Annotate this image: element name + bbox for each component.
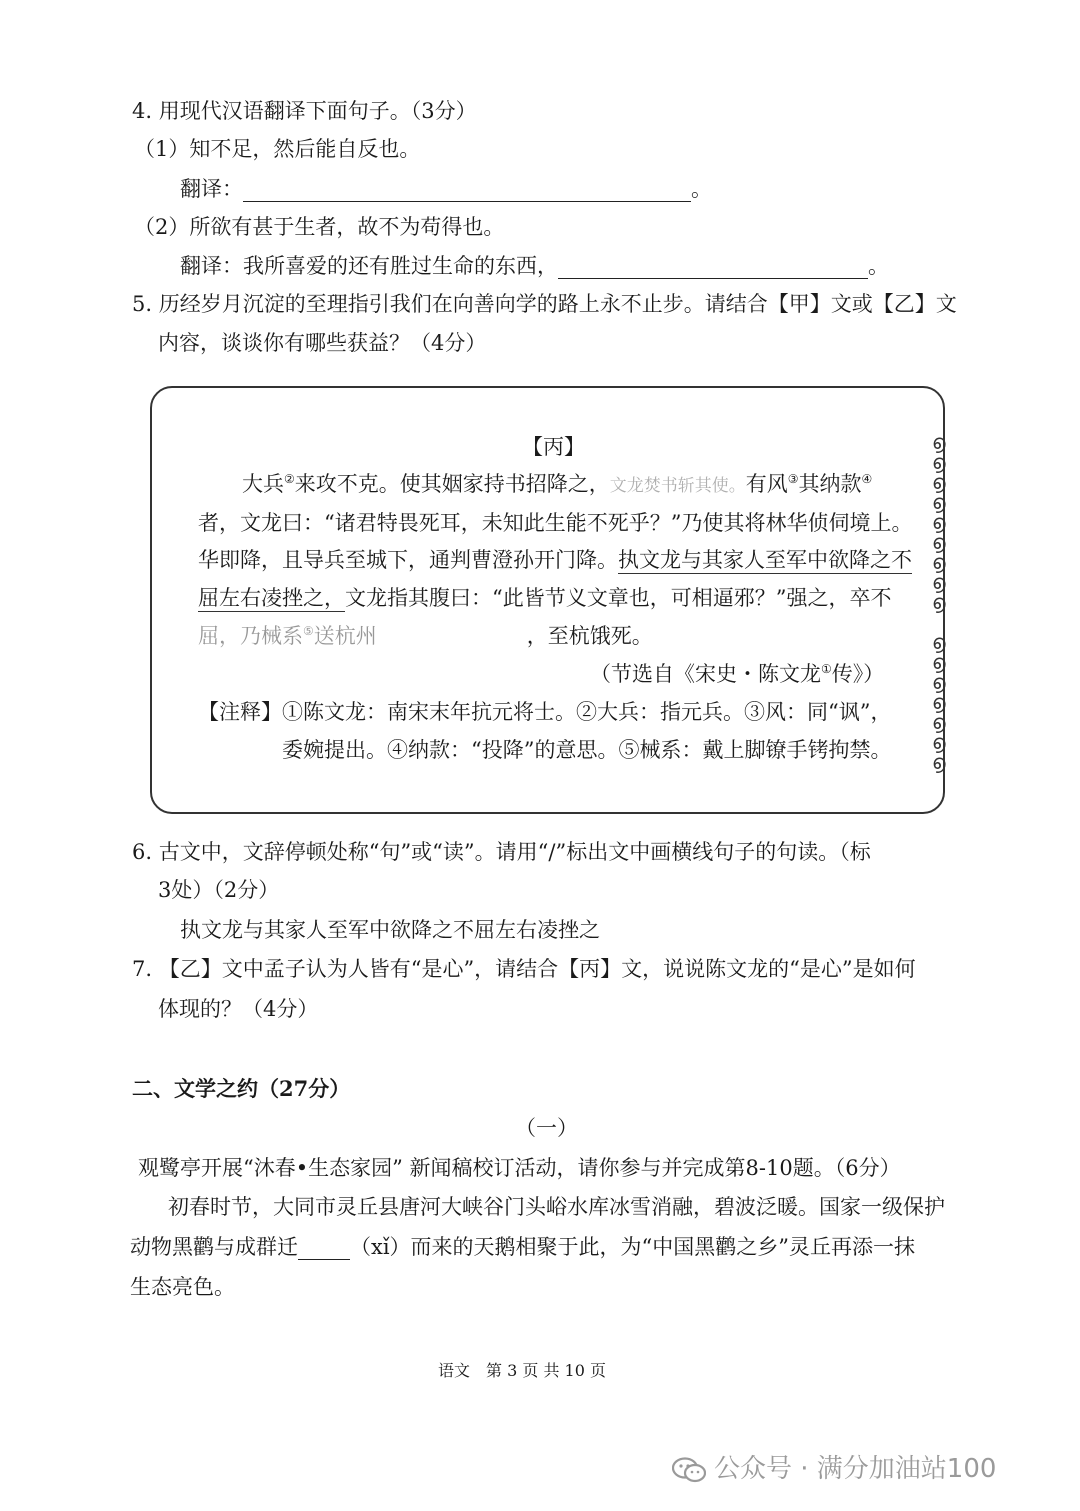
q6-line-1: 6. 古文中，文辞停顿处称“句”或“读”。请用“/”标出文中画横线句子的句读。（标 [132, 840, 871, 864]
underlined-sentence: 屈左右凌挫之， [198, 586, 345, 610]
passage-line-1: 大兵②来攻不克。使其姻家持书招降之，文龙焚书斩其使。有风③其纳款④ [242, 472, 873, 496]
q4-sentence-1: （1）知不足，然后能自反也。 [134, 137, 421, 161]
q4-translation-1 [180, 176, 712, 202]
passage-note-2: 委婉提出。④纳款：“投降”的意思。⑤械系：戴上脚镣手铐拘禁。 [282, 738, 892, 762]
section-2-subtitle: （一） [515, 1116, 578, 1140]
passage-line-5: 屈，乃械系⑤送杭州 ，至杭饿死。 [198, 624, 653, 648]
spiral-binding: ൭ ൭ ൭ ൭ ൭ ൭ ൭ ൭ ൭ ൭ ൭ ൭ ൭ ൭ ൭ ൭ [932, 430, 946, 774]
watermark [672, 1448, 996, 1485]
passage-heading: 【丙】 [522, 435, 585, 459]
faded-text: 屈，乃械系⑤送杭州 [198, 624, 377, 648]
note-marker: ③ [787, 472, 799, 486]
q5-line-2: 内容，谈谈你有哪些获益？（4分） [158, 331, 487, 355]
note-marker: ② [284, 472, 295, 486]
q4-translation-2 [180, 253, 889, 279]
period: 。 [691, 177, 712, 201]
q6-line-2: 3处）（2分） [158, 878, 280, 902]
translation-label: 翻译： [180, 177, 243, 201]
section-2-intro: 观鹭亭开展“沐春•生态家园” 新闻稿校订活动，请你参与并完成第8-10题。（6分） [138, 1156, 901, 1180]
answer-blank-1[interactable] [243, 179, 691, 202]
passage-line-3: 华即降，且导兵至城下，通判曹澄孙开门降。执文龙与其家人至军中欲降之不 [198, 548, 912, 572]
passage-line-2: 者，文龙曰：“诸君特畏死耳，未知此生能不死乎？”乃使其将林华侦伺境上。 [198, 511, 913, 535]
news-paragraph-line-2: 动物黑鹳与成群迁 （xǐ）而来的天鹅相聚于此，为“中国黑鹳之乡”灵丘再添一抹 [130, 1235, 916, 1259]
passage-source: （节选自《宋史・陈文龙①传》） [590, 662, 885, 686]
section-2-title: 二、文学之约（27分） [132, 1076, 351, 1101]
translation-label: 翻译：我所喜爱的还有胜过生命的东西， [180, 254, 558, 278]
underlined-sentence: 执文龙与其家人至军中欲降之不 [618, 548, 912, 572]
news-paragraph-line-3: 生态亮色。 [130, 1275, 235, 1299]
period: 。 [868, 254, 889, 278]
wechat-icon [672, 1457, 706, 1483]
passage-note-1: 【注释】①陈文龙：南宋末年抗元将士。②大兵：指元兵。③风：同“讽”， [198, 700, 892, 724]
watermark-text: 公众号 · 满分加油站100 [714, 1454, 997, 1484]
q7-line-2: 体现的？（4分） [158, 997, 319, 1021]
news-paragraph-line-1: 初春时节，大同市灵丘县唐河大峡谷门头峪水库冰雪消融，碧波泛暖。国家一级保护 [168, 1195, 945, 1219]
q7-line-1: 7. 【乙】文中孟子认为人皆有“是心”，请结合【丙】文，说说陈文龙的“是心”是如何 [132, 957, 916, 981]
q4-sentence-2: （2）所欲有甚于生者，故不为苟得也。 [134, 215, 505, 239]
note-marker: ① [821, 662, 832, 676]
q5-line-1: 5. 历经岁月沉淀的至理指引我们在向善向学的路上永不止步。请结合【甲】文或【乙】文 [132, 292, 957, 316]
passage-line-4: 屈左右凌挫之，文龙指其腹曰：“此皆节义文章也，可相逼邪？”强之，卒不 [198, 586, 892, 610]
answer-blank-2[interactable] [558, 256, 868, 279]
q6-sentence: 执文龙与其家人至军中欲降之不屈左右凌挫之 [180, 918, 600, 942]
faded-text: 文龙焚书斩其使。 [609, 476, 746, 496]
note-marker: ④ [861, 472, 873, 486]
answer-blank-xi[interactable] [298, 1237, 350, 1260]
q4-title: 4. 用现代汉语翻译下面句子。（3分） [132, 99, 477, 123]
page-footer: 语文 第 3 页 共 10 页 [438, 1361, 606, 1380]
